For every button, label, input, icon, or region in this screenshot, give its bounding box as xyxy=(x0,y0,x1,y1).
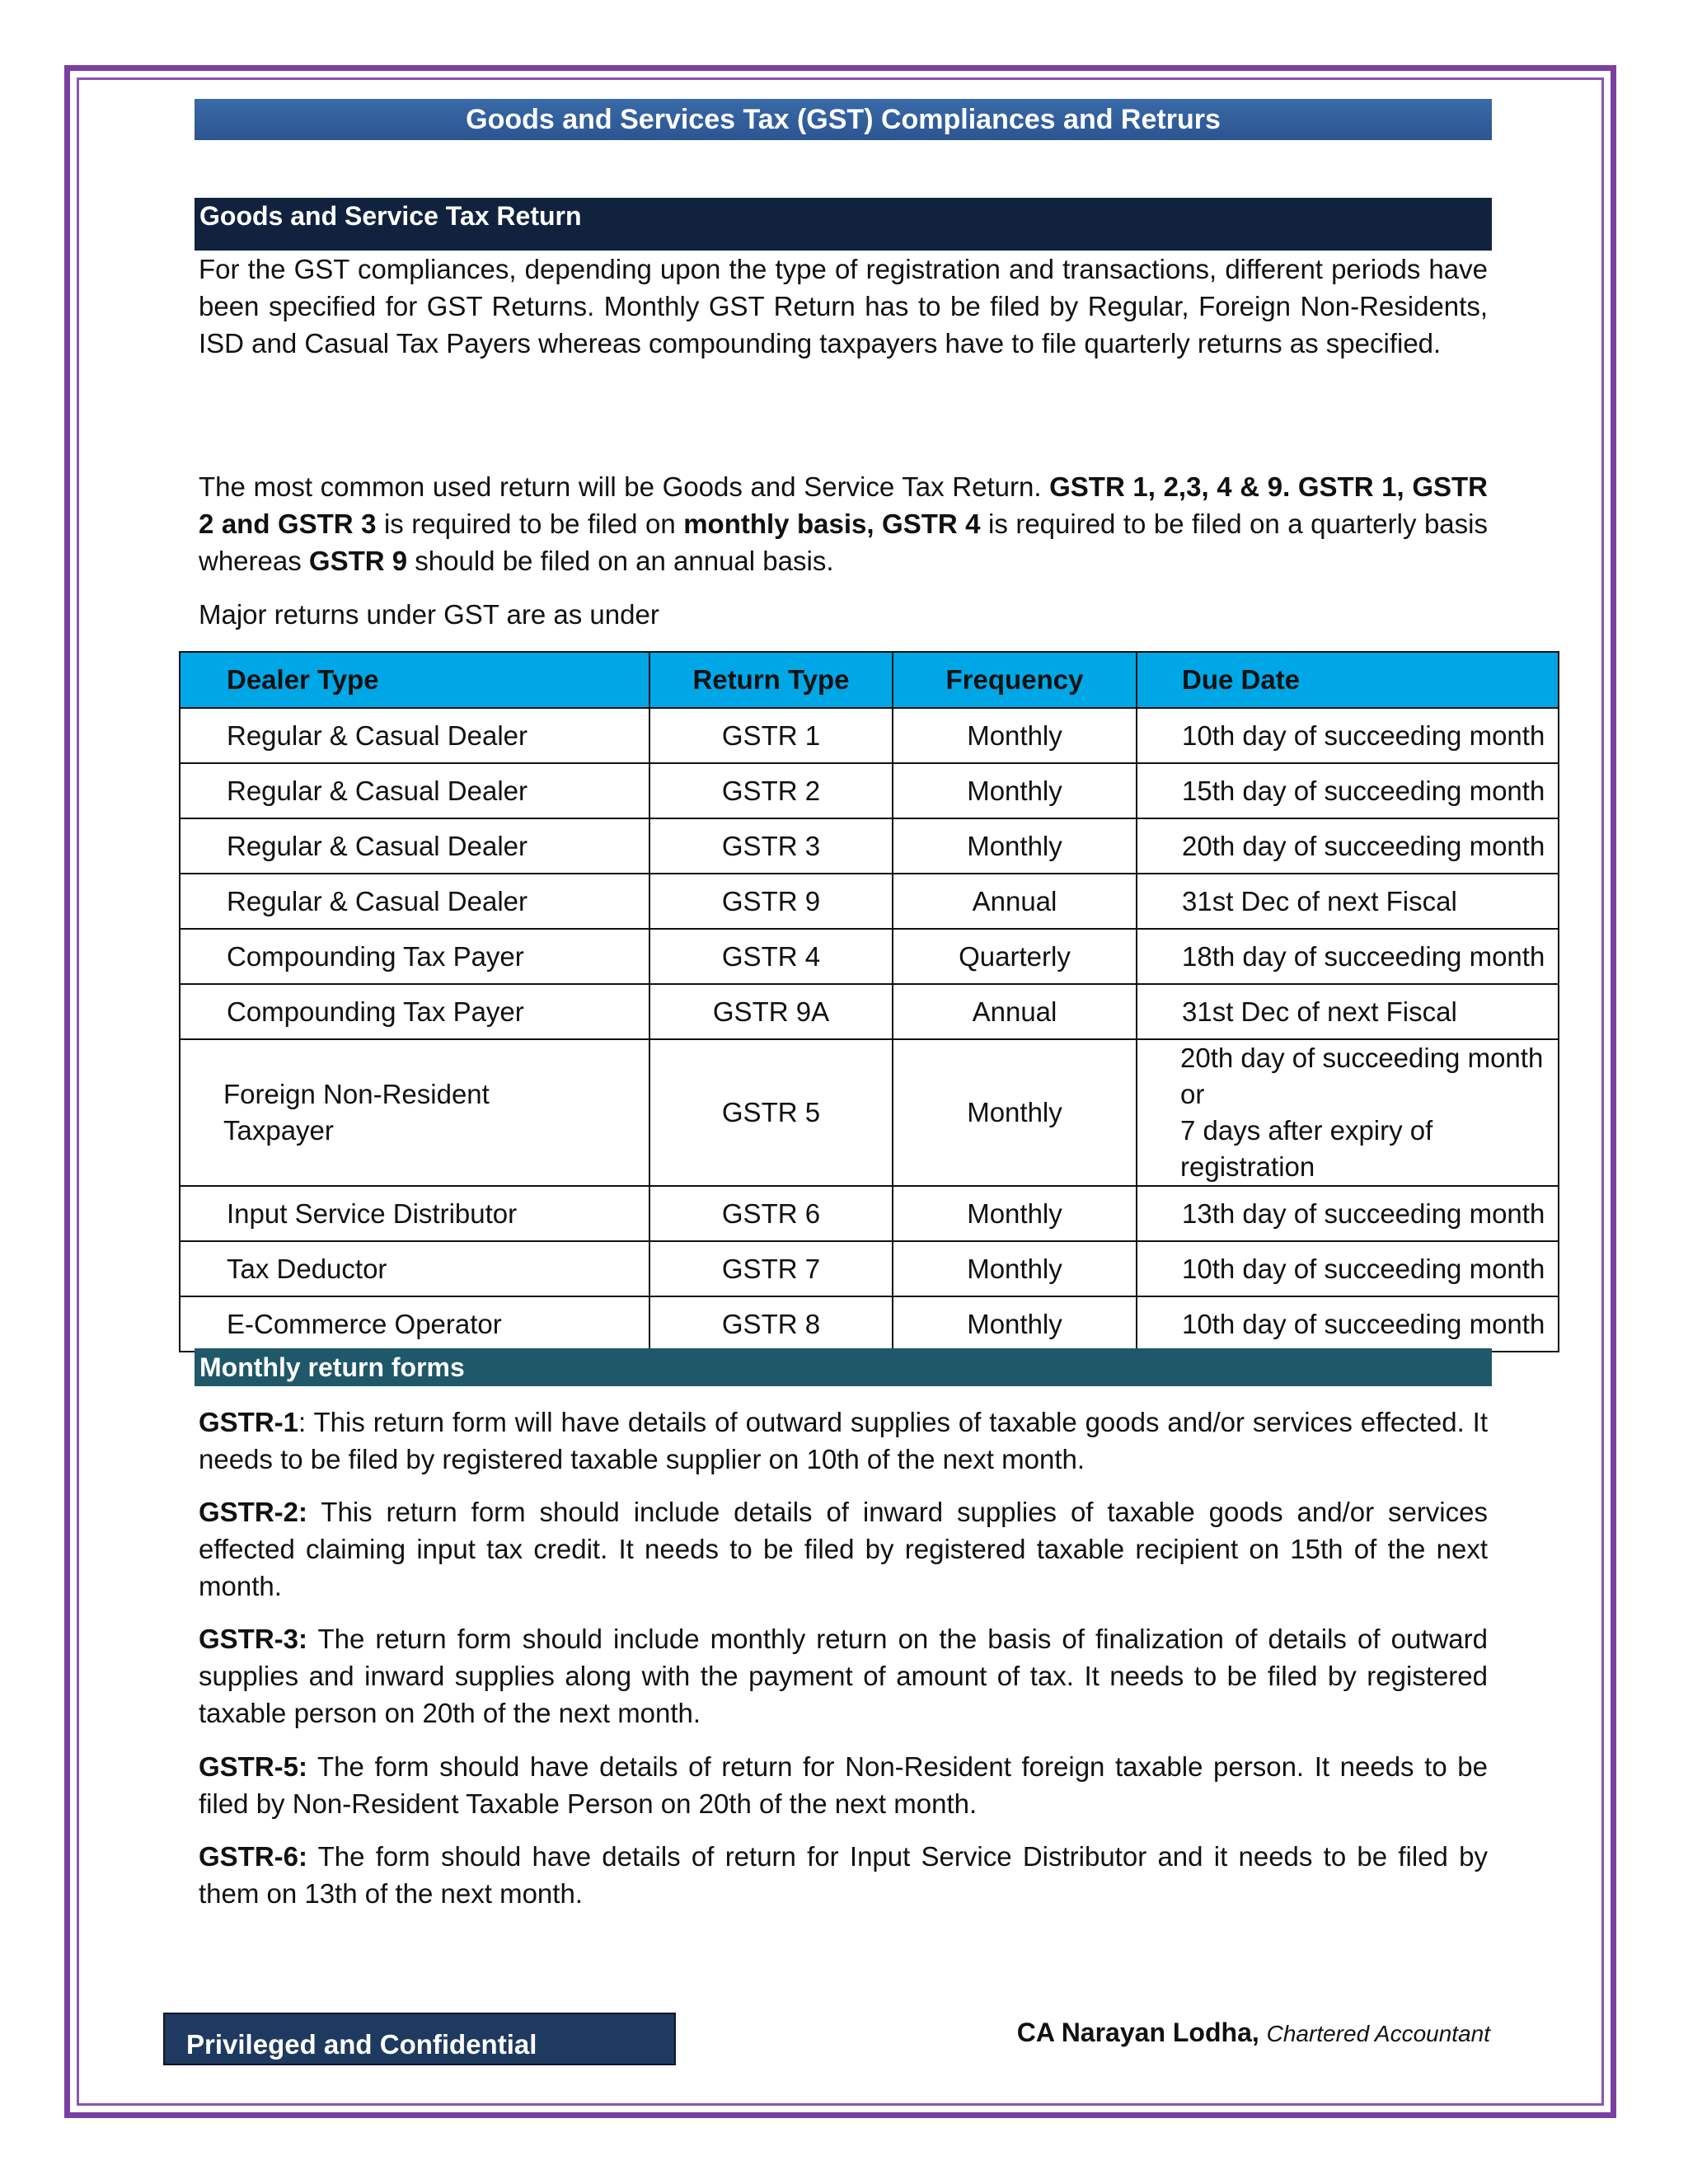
cell-frequency: Monthly xyxy=(893,1186,1137,1241)
section-heading-gst-return: Goods and Service Tax Return xyxy=(195,198,1492,251)
confidential-label: Privileged and Confidential xyxy=(163,2013,676,2065)
gst-returns-table xyxy=(179,651,1559,1352)
table-row xyxy=(180,763,1559,818)
cell-return: GSTR 7 xyxy=(649,1241,893,1296)
cell-return: GSTR 9A xyxy=(649,984,893,1039)
cell-due: 18th day of succeeding month xyxy=(1137,929,1559,984)
table-row xyxy=(180,818,1559,874)
cell-frequency: Monthly xyxy=(893,1241,1137,1296)
cell-dealer: Tax Deductor xyxy=(180,1241,649,1296)
gstr5-description: GSTR-5: The form should have details of return for Non-Resident foreign taxable person. It needs to be filed by Non-Resident Taxable Person on 20th of the next month. xyxy=(199,1751,1488,1819)
table-row xyxy=(180,1186,1559,1241)
table-row xyxy=(180,874,1559,929)
cell-frequency: Annual xyxy=(893,874,1137,929)
table-row xyxy=(180,708,1559,763)
cell-due: 10th day of succeeding month xyxy=(1137,1296,1559,1352)
table-row xyxy=(180,1296,1559,1352)
cell-due: 31st Dec of next Fiscal xyxy=(1137,874,1559,929)
author-signature xyxy=(824,2018,1490,2048)
cell-frequency: Monthly xyxy=(893,818,1137,874)
gstr1-description: GSTR-1: This return form will have details of outward supplies of taxable goods and/or services effected. It needs to be filed by registered taxable supplier on 10th of the next month. xyxy=(199,1407,1488,1474)
cell-dealer: Regular & Casual Dealer xyxy=(180,818,649,874)
cell-return: GSTR 3 xyxy=(649,818,893,874)
cell-frequency: Monthly xyxy=(893,708,1137,763)
cell-due: 20th day of succeeding month xyxy=(1137,818,1559,874)
table-row xyxy=(180,984,1559,1039)
cell-return: GSTR 2 xyxy=(649,763,893,818)
table-row xyxy=(180,1241,1559,1296)
cell-frequency: Monthly xyxy=(893,763,1137,818)
gstr2-description: GSTR-2: This return form should include details of inward supplies of taxable goods and/or services effected claiming input tax credit. It needs to be filed by registered taxable recipient on 15th of the next month. xyxy=(199,1497,1488,1601)
cell-dealer: Input Service Distributor xyxy=(180,1186,649,1241)
header-return-type: Return Type xyxy=(649,652,893,708)
cell-return: GSTR 8 xyxy=(649,1296,893,1352)
gstr3-description: GSTR-3: The return form should include monthly return on the basis of finalization of details of outward supplies and inward supplies along with the payment of amount of tax. It needs to be filed by registered taxable person on 20th of the next month. xyxy=(199,1624,1488,1728)
table-row xyxy=(180,929,1559,984)
cell-due: 10th day of succeeding month xyxy=(1137,1241,1559,1296)
cell-due: 13th day of succeeding month xyxy=(1137,1186,1559,1241)
cell-due: 10th day of succeeding month xyxy=(1137,708,1559,763)
cell-return: GSTR 9 xyxy=(649,874,893,929)
cell-due: 31st Dec of next Fiscal xyxy=(1137,984,1559,1039)
table-header-row xyxy=(180,652,1559,708)
section-heading-monthly-forms: Monthly return forms xyxy=(195,1348,1492,1386)
intro-paragraph: For the GST compliances, depending upon the type of registration and transactions, different periods have been specified for GST Returns. Monthly GST Return has to be filed by Regular, Foreign Non-Residents, ISD and Casual Tax Payers whereas compounding taxpayers have to file quarterly returns as specified. xyxy=(199,254,1488,359)
page-title: Goods and Services Tax (GST) Compliances and Retrurs xyxy=(195,99,1492,140)
cell-dealer: Compounding Tax Payer xyxy=(180,929,649,984)
header-due-date: Due Date xyxy=(1137,652,1559,708)
cell-return: GSTR 4 xyxy=(649,929,893,984)
cell-frequency: Monthly xyxy=(893,1296,1137,1352)
cell-dealer: Foreign Non-Resident Taxpayer xyxy=(180,1039,649,1186)
cell-dealer: E-Commerce Operator xyxy=(180,1296,649,1352)
cell-frequency: Annual xyxy=(893,984,1137,1039)
cell-return: GSTR 6 xyxy=(649,1186,893,1241)
cell-return: GSTR 1 xyxy=(649,708,893,763)
header-frequency: Frequency xyxy=(893,652,1137,708)
cell-dealer: Regular & Casual Dealer xyxy=(180,874,649,929)
cell-return: GSTR 5 xyxy=(649,1039,893,1186)
gstr6-description: GSTR-6: The form should have details of return for Input Service Distributor and it needs to be filed by them on 13th of the next month. xyxy=(199,1841,1488,1909)
author-name: CA Narayan Lodha, xyxy=(1016,2018,1259,2047)
cell-dealer: Compounding Tax Payer xyxy=(180,984,649,1039)
cell-due: 20th day of succeeding month or 7 days after expiry of registration xyxy=(1137,1039,1559,1186)
cell-frequency: Quarterly xyxy=(893,929,1137,984)
author-role: Chartered Accountant xyxy=(1266,2021,1490,2046)
cell-due: 15th day of succeeding month xyxy=(1137,763,1559,818)
table-row xyxy=(180,1039,1559,1186)
cell-dealer: Regular & Casual Dealer xyxy=(180,763,649,818)
header-dealer-type: Dealer Type xyxy=(180,652,649,708)
cell-frequency: Monthly xyxy=(893,1039,1137,1186)
major-returns-intro: Major returns under GST are as under xyxy=(199,599,659,630)
cell-dealer: Regular & Casual Dealer xyxy=(180,708,649,763)
common-returns-paragraph: The most common used return will be Goods and Service Tax Return. GSTR 1, 2,3, 4 & 9. GSTR 1, GSTR 2 and GSTR 3 is required to be filed on monthly basis, GSTR 4 is required to be filed on a quarterly basis whereas GSTR 9 should be filed on an annual basis. xyxy=(199,471,1488,576)
